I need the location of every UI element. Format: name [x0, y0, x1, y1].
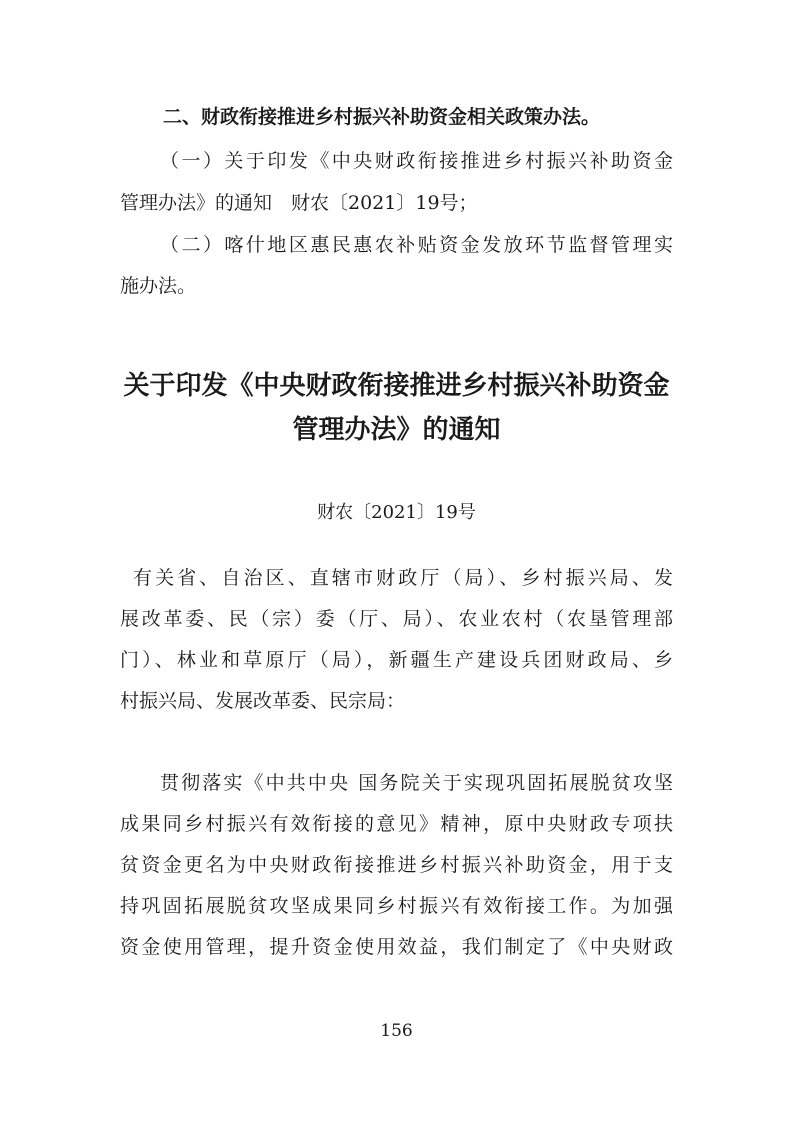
addressee-line3: 门）、林业和草原厅（局），新疆生产建设兵团财政局、乡	[120, 649, 673, 671]
list-item-1-line2: 管理办法》的通知 财农〔2021〕19号；	[120, 192, 478, 214]
body-line2: 成果同乡村振兴有效衔接的意见》精神，原中央财政专项扶	[120, 813, 673, 835]
list-item-2-line1: （二）喀什地区惠民惠农补贴资金发放环节监督管理实	[160, 234, 673, 256]
body-line5: 资金使用管理，提升资金使用效益，我们制定了《中央财政	[120, 936, 673, 958]
list-item-1-line1: （一）关于印发《中央财政衔接推进乡村振兴补助资金	[160, 150, 673, 172]
document-title-line1: 关于印发《中央财政衔接推进乡村振兴补助资金	[123, 371, 670, 401]
document-number: 财农〔2021〕19号	[317, 502, 476, 523]
page-number: 156	[380, 1021, 413, 1041]
body-line4: 持巩固拓展脱贫攻坚成果同乡村振兴有效衔接工作。为加强	[120, 895, 673, 917]
body-line1: 贯彻落实《中共中央 国务院关于实现巩固拓展脱贫攻坚	[160, 772, 673, 794]
addressee-line4: 村振兴局、发展改革委、民宗局：	[120, 690, 406, 712]
list-item-2-line2: 施办法。	[120, 275, 197, 297]
addressee-line2: 展改革委、民（宗）委（厅、局）、农业农村（农垦管理部	[120, 608, 673, 630]
addressee-line1: 有关省、自治区、直辖市财政厅（局）、乡村振兴局、发	[133, 567, 673, 589]
document-title-line2: 管理办法》的通知	[292, 415, 501, 445]
section-heading: 二、财政衔接推进乡村振兴补助资金相关政策办法。	[163, 106, 601, 128]
body-line3: 贫资金更名为中央财政衔接推进乡村振兴补助资金，用于支	[120, 854, 673, 876]
